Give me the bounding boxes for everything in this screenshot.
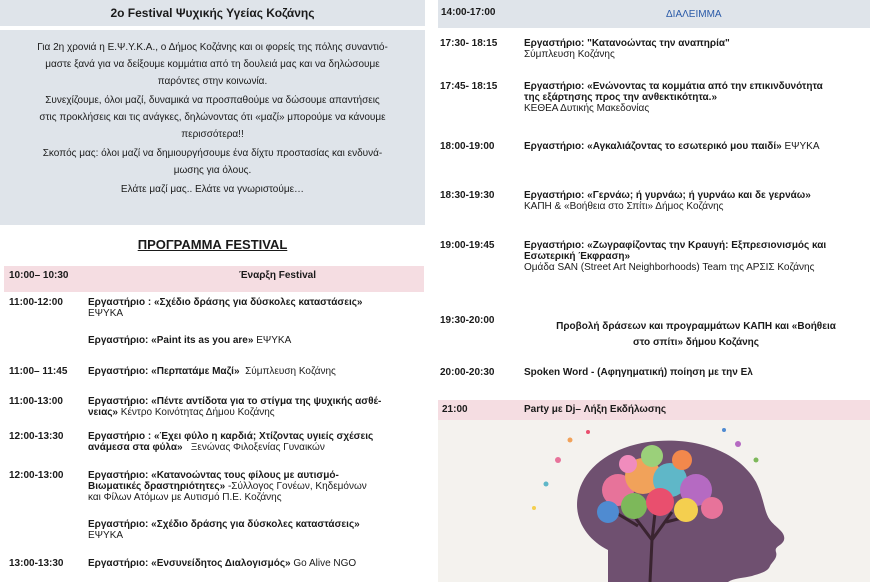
event-organizer: ΕΨΥΚΑ [88,308,124,319]
event-title: Εργαστήριο: «Σχέδιο δράσης για δύσκολες καταστάσεις» [88,519,360,530]
event-organizer: -Σύλλογος Γονέων, Κηδεμόνων [227,481,367,492]
event-title: Εργαστήριο: «Πέντε αντίδοτα για το στίγμα της ψυχικής ασθέ- [88,396,382,407]
event-time: 20:00-20:30 [440,367,495,378]
event-time: 11:00-12:00 [9,297,63,308]
event-time: 19:30-20:00 [440,315,495,326]
event-time: 12:00-13:00 [9,470,64,481]
event-organizer: και Φίλων Ατόμων με Αυτισμό Π.Ε. Κοζάνης [88,492,282,503]
intro-text: Συνεχίζουμε, όλοι μαζί, δυναμικά να προσπαθούμε να δώσουμε απαντήσεις [45,95,380,106]
event-organizer: ΚΑΠΗ & «Βοήθεια στο Σπίτι» Δήμος Κοζάνης [524,201,724,212]
intro-text: παρόντες στην κοινωνία. [157,76,268,87]
intro-paragraph-3 [2,145,423,179]
intro-paragraph-1 [2,39,423,90]
intro-text: Σκοπός μας: όλοι μαζί να δημιουργήσουμε ένα δίχτυ προστασίας και ενδυνά- [42,148,383,159]
party-row [438,400,870,420]
event-title: Εργαστήριο: «Γερνάω; ή γυρνάω; ή γυρνάω και δε γερνάω» [524,190,811,201]
right-column [438,0,870,582]
event-time: 18:30-19:30 [440,190,495,201]
event-time: 17:30- 18:15 [440,38,498,49]
event-title: Εργαστήριο: «Ζωγραφίζοντας την Κραυγή: Εξπρεσιονισμός και [524,240,827,251]
event-time: 19:00-19:45 [440,240,495,251]
event-time: 21:00 [442,404,468,415]
event-title: Προβολή δράσεων και προγραμμάτων ΚΑΠΗ και «Βοήθεια [556,321,836,332]
intro-text: Για 2η χρονιά η Ε.Ψ.Υ.Κ.Α., ο Δήμος Κοζάνης και οι φορείς της πόλης συναντιό- [37,42,388,53]
event-time: 18:00-19:00 [440,141,495,152]
event-title: Εσωτερική Έκφραση» [524,251,631,262]
event-title: νειας» [88,407,118,418]
intro-text: περισσότερα!! [181,129,244,140]
event-time: 10:00– 10:30 [9,270,69,281]
intro-text: μαστε ξανά για να δείξουμε κομμάτια από τη δουλειά μας και να δηλώσουμε [45,59,380,70]
event-title: Εργαστήριο: «Paint its as you are» [88,335,254,346]
event-title: Εργαστήριο : «Σχέδιο δράσης για δύσκολες καταστάσεις» [88,297,363,308]
opening-row [4,266,424,292]
intro-paragraph-2 [2,92,423,143]
event-organizer: Ξενώνας Φιλοξενίας Γυναικών [190,442,325,453]
event-title: Εργαστήριο: «Ενώνοντας τα κομμάτια από την επικινδυνότητα [524,81,823,92]
event-organizer: ΕΨΥΚΑ [784,141,820,152]
event-title: ΔΙΑΛΕΙΜΜΑ [666,9,722,20]
event-title: Εργαστήριο: «Κατανοώντας τους φίλους με αυτισμό- [88,470,339,481]
event-time: 11:00-13:00 [9,396,63,407]
event-title: Εργαστήριο: «Περπατάμε Μαζί» [88,366,240,377]
event-organizer: ΕΨΥΚΑ [88,530,124,541]
event-title: Party με Dj– Λήξη Εκδήλωσης [524,404,667,415]
intro-text: στις προκλήσεις και τις ανάγκες, δηλώνοντας ότι «μαζί» μπορούμε να κάνουμε [39,112,386,123]
event-time: 13:00-13:30 [9,558,64,569]
event-title: Spoken Word - (Αφηγηματική) ποίηση με την Ελ [524,367,753,378]
event-time: 11:00– 11:45 [9,366,68,377]
event-title: Εργαστήριο: "Κατανοώντας την αναπηρία" [524,38,730,49]
event-title: Εργαστήριο: «Αγκαλιάζοντας το εσωτερικό μου παιδί» [524,141,782,152]
event-title: της εξάρτησης προς την ανθεκτικότητα.» [524,92,718,103]
intro-box [0,30,425,225]
intro-paragraph-4: Ελάτε μαζί μας.. Ελάτε να γνωριστούμε… [120,184,305,195]
event-organizer: Ομάδα SAN (Street Art Neighborhoods) Team της ΑΡΣΙΣ Κοζάνης [524,262,815,273]
pause-row [438,0,870,28]
event-time: 17:45- 18:15 [440,81,498,92]
event-organizer: ΕΨΥΚΑ [256,335,292,346]
event-time: 12:00-13:30 [9,431,64,442]
left-column [0,0,425,582]
festival-title: 2ο Festival Ψυχικής Υγείας Κοζάνης [0,0,425,26]
event-title: Έναρξη Festival [239,270,317,281]
program-title: ΠΡΟΓΡΑΜΜΑ FESTIVAL [137,237,288,252]
intro-text: μωσης για όλους. [173,165,252,176]
event-title: Βιωματικές δραστηριότητες» [88,481,226,492]
event-title: στο σπίτι» δήμου Κοζάνης [633,337,759,348]
event-organizer: Σύμπλευση Κοζάνης [245,366,336,377]
head-silhouette-with-flower-tree-icon [438,420,870,582]
event-title: Εργαστήριο : «Έχει φύλο η καρδιά; Χτίζοντας υγιείς σχέσεις [88,431,374,442]
event-title: Εργαστήριο: «Ενσυνείδητος Διαλογισμός» [88,558,291,569]
event-time: 14:00-17:00 [441,7,496,18]
event-organizer: ΚΕΘΕΑ Δυτικής Μακεδονίας [524,103,650,114]
event-title: ανάμεσα στα φύλα» [88,442,183,453]
event-organizer: Σύμπλευση Κοζάνης [524,49,615,60]
event-organizer: Go Alive NGO [293,558,357,569]
event-organizer: Κέντρο Κοινότητας Δήμου Κοζάνης [120,407,275,418]
